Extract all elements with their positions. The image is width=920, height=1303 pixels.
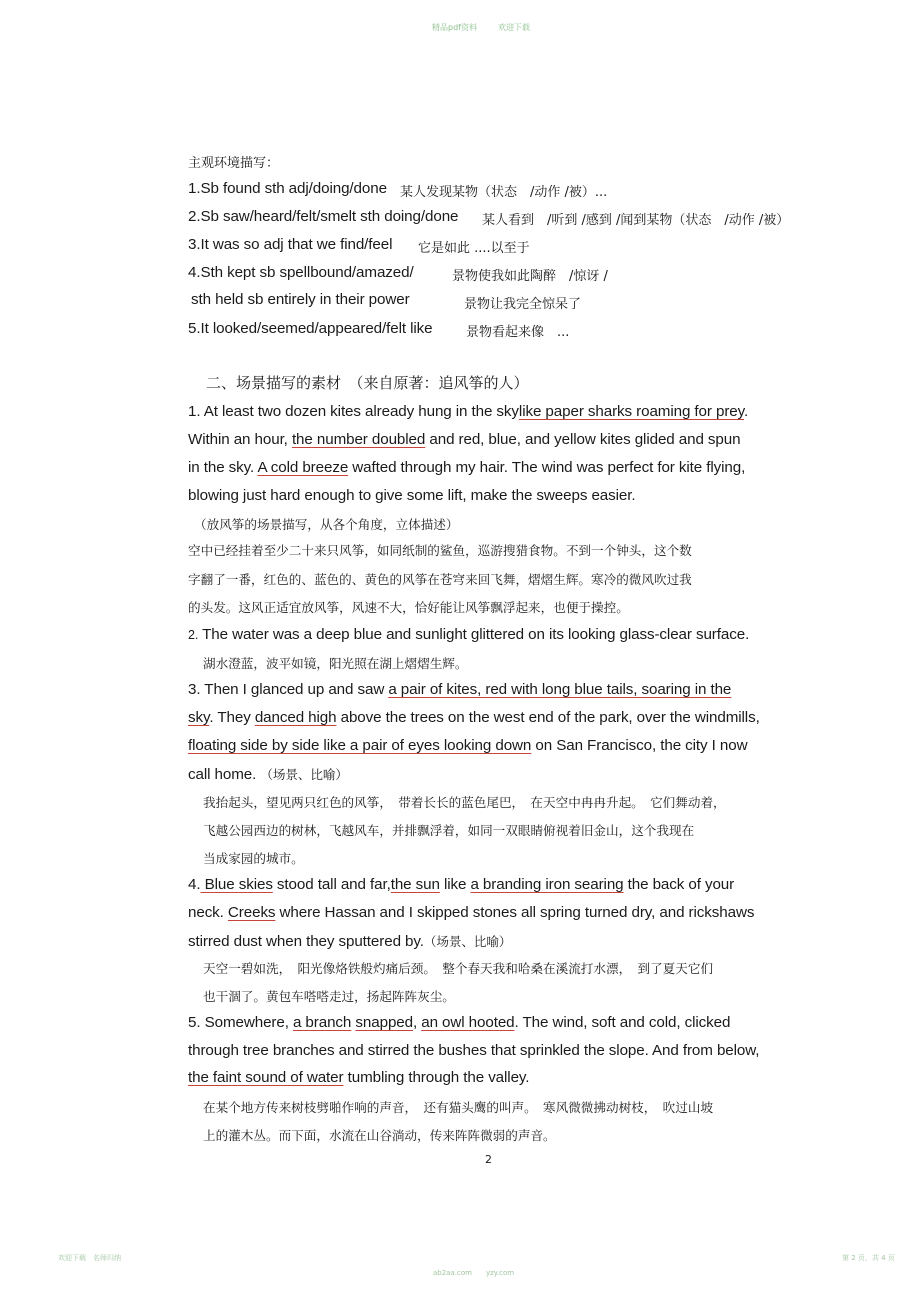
phrase-4b-zh: 景物让我完全惊呆了 <box>464 297 582 312</box>
p3-translation-2: 飞越公园西边的树林，飞越风车，并排飘浮着，如同一双眼睛俯视着旧金山，这个我现在 <box>203 823 695 838</box>
footer-right: 第 2 页，共 4 页 <box>842 1254 895 1262</box>
p1-line-1: 1. At least two dozen kites already hung in the skylike paper sharks roaming for prey. <box>188 403 749 420</box>
p4-line-3: stirred dust when they sputtered by.（场景、比喻） <box>188 933 512 950</box>
p3-translation-3: 当成家园的城市。 <box>203 851 304 866</box>
p5-translation-2: 上的灌木丛。而下面，水流在山谷淌动，传来阵阵微弱的声音。 <box>203 1128 556 1143</box>
p2-translation: 湖水澄蓝，波平如镜，阳光照在湖上熠熠生辉。 <box>203 656 468 671</box>
phrase-4-en: 4.Sth kept sb spellbound/amazed/ <box>188 264 414 281</box>
phrase-4b-en: sth held sb entirely in their power <box>191 291 410 308</box>
header-right: 欢迎下载 <box>498 23 530 32</box>
phrase-1-en: 1.Sb found sth adj/doing/done <box>188 180 387 197</box>
p4-translation-2: 也干涸了。黄包车嗒嗒走过，扬起阵阵灰尘。 <box>203 989 455 1004</box>
p1-translation-1: 空中已经挂着至少二十来只风筝，如同纸制的鲨鱼，巡游搜猎食物。不到一个钟头，这个数 <box>188 543 692 558</box>
p1-line-4: blowing just hard enough to give some lift, make the sweeps easier. <box>188 487 636 504</box>
p5-line-1: 5. Somewhere, a branch snapped, an owl hooted. The wind, soft and cold, clicked <box>188 1014 731 1031</box>
p5-line-3: the faint sound of water tumbling through the valley. <box>188 1069 530 1086</box>
phrase-3-zh: 它是如此 ....以至于 <box>418 241 530 256</box>
p4-line-1: 4. Blue skies stood tall and far,the sun like a branding iron searing the back of your <box>188 876 735 893</box>
p3-line-3: floating side by side like a pair of eyes looking down on San Francisco, the city I now <box>188 737 748 754</box>
phrase-5-zh: 景物看起来像 ... <box>466 325 570 340</box>
page-number: 2 <box>485 1153 492 1166</box>
p3-translation-1: 我抬起头，望见两只红色的风筝， 带着长长的蓝色尾巴， 在天空中冉冉升起。 它们舞动着， <box>203 795 726 810</box>
p5-line-2: through tree branches and stirred the bushes that sprinkled the slope. And from below, <box>188 1042 760 1059</box>
p4-line-2: neck. Creeks where Hassan and I skipped stones all spring turned dry, and rickshaws <box>188 904 755 921</box>
p4-translation-1: 天空一碧如洗， 阳光像烙铁般灼痛后颈。 整个春天我和哈桑在溪流打水漂， 到了夏天它们 <box>203 961 714 976</box>
phrase-4-zh: 景物使我如此陶醉 /惊讶 / <box>452 269 608 284</box>
footer-left: 欢迎下载 名师归纳 <box>58 1254 121 1262</box>
p1-translation-2: 字翻了一番，红色的、蓝色的、黄色的风筝在苍穹来回飞舞，熠熠生辉。寒冷的微风吹过我 <box>188 572 692 587</box>
phrase-2-zh: 某人看到 /听到 /感到 /闻到某物（状态 /动作 /被） <box>482 213 790 228</box>
p5-translation-1: 在某个地方传来树枝劈啪作响的声音， 还有猫头鹰的叫声。 寒风微微拂动树枝， 吹过山坡 <box>203 1100 714 1115</box>
phrase-5-en: 5.It looked/seemed/appeared/felt like <box>188 320 433 337</box>
phrase-2-en: 2.Sb saw/heard/felt/smelt sth doing/done <box>188 208 459 225</box>
section2-title: 二、场景描写的素材 （来自原著：追风筝的人） <box>206 374 529 392</box>
p1-line-3: in the sky. A cold breeze wafted through my hair. The wind was perfect for kite flying, <box>188 459 746 476</box>
header-left: 精品pdf资料 <box>432 23 477 32</box>
p2-line: 2. The water was a deep blue and sunlight glittered on its looking glass-clear surface. <box>188 626 750 643</box>
p3-line-2: sky. They danced high above the trees on the west end of the park, over the windmills, <box>188 709 760 726</box>
footer-center: ab2aa.com yzy.com <box>433 1269 515 1277</box>
p1-note: （放风筝的场景描写，从各个角度，立体描述） <box>194 517 459 532</box>
p3-line-4: call home. （场景、比喻） <box>188 766 348 783</box>
phrase-3-en: 3.It was so adj that we find/feel <box>188 236 393 253</box>
p3-line-1: 3. Then I glanced up and saw a pair of kites, red with long blue tails, soaring in the <box>188 681 732 698</box>
phrase-1-zh: 某人发现某物（状态 /动作 /被）... <box>400 185 608 200</box>
section1-title: 主观环境描写： <box>188 156 280 171</box>
p1-line-2: Within an hour, the number doubled and red, blue, and yellow kites glided and spun <box>188 431 741 448</box>
p1-translation-3: 的头发。这风正适宜放风筝，风速不大，恰好能让风筝飘浮起来，也便于操控。 <box>188 600 629 615</box>
